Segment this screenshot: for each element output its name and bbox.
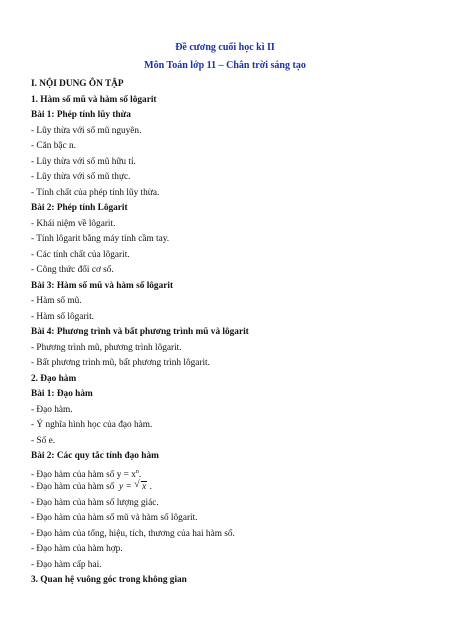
list-item: - Các tính chất của lôgarit. bbox=[31, 249, 130, 260]
list-item: - Lũy thừa với số mũ hữu tỉ. bbox=[31, 156, 136, 167]
lesson-title: Bài 1: Phép tính lũy thừa bbox=[31, 110, 131, 120]
lesson-title: Bài 1: Đạo hàm bbox=[31, 389, 93, 399]
list-item: - Số e. bbox=[31, 435, 56, 446]
list-item: - Khái niệm về lôgarit. bbox=[31, 218, 116, 229]
list-item: - Hàm số lôgarit. bbox=[31, 311, 94, 322]
list-item: - Đạo hàm của hàm số lượng giác. bbox=[31, 497, 159, 508]
list-item: - Lũy thừa với số mũ nguyên. bbox=[31, 125, 142, 136]
topic-heading: 1. Hàm số mũ và hàm số lôgarit bbox=[31, 94, 157, 105]
list-item-power bbox=[31, 466, 141, 481]
list-item: - Phương trình mũ, phương trình lôgarit. bbox=[31, 342, 182, 353]
lesson-title: Bài 3: Hàm số mũ và hàm số lôgarit bbox=[31, 280, 174, 291]
sqrt-argument: x bbox=[142, 482, 147, 492]
sqrt-item-suffix: . bbox=[149, 482, 152, 492]
power-exponent: n bbox=[135, 468, 139, 475]
power-item-suffix: . bbox=[138, 469, 142, 480]
power-item-text: - Đạo hàm của hàm số y = x bbox=[31, 469, 136, 480]
list-item: - Đạo hàm của hàm số mũ và hàm số lôgarit. bbox=[31, 513, 198, 523]
lesson-title: Bài 2: Các quy tắc tính đạo hàm bbox=[31, 451, 159, 461]
sqrt-formula bbox=[117, 479, 150, 492]
list-item: - Bất phương trình mũ, bất phương trình lôgarit. bbox=[31, 358, 210, 368]
document-subtitle: Môn Toán lớp 11 – Chân trời sáng tạo bbox=[144, 60, 306, 71]
document-title: Đề cương cuối học kì II bbox=[175, 42, 275, 53]
list-item: - Đạo hàm cấp hai. bbox=[31, 559, 102, 570]
list-item: - Đạo hàm. bbox=[31, 404, 73, 415]
lesson-title: Bài 4: Phương trình và bất phương trình mũ và lôgarit bbox=[31, 327, 249, 337]
lesson-title: Bài 2: Phép tính Lôgarit bbox=[31, 203, 128, 213]
list-item: - Lũy thừa với số mũ thực. bbox=[31, 172, 131, 182]
sqrt-item-text: - Đạo hàm của hàm số bbox=[31, 482, 115, 492]
list-item: - Ý nghĩa hình học của đạo hàm. bbox=[31, 420, 153, 430]
list-item-sqrt bbox=[31, 481, 152, 493]
topic-heading: 2. Đạo hàm bbox=[31, 373, 77, 384]
sqrt-formula-lhs: y = bbox=[119, 482, 132, 492]
topic-heading: 3. Quan hệ vuông góc trong không gian bbox=[31, 575, 187, 585]
list-item: - Tính chất của phép tính lũy thừa. bbox=[31, 187, 160, 198]
list-item: - Đạo hàm của hàm hợp. bbox=[31, 544, 123, 554]
list-item: - Hàm số mũ. bbox=[31, 296, 82, 306]
list-item: - Đạo hàm của tổng, hiệu, tích, thương của hai hàm số. bbox=[31, 528, 235, 539]
list-item: - Công thức đổi cơ số. bbox=[31, 265, 114, 275]
list-item: - Tính lôgarit bằng máy tính cầm tay. bbox=[31, 234, 170, 244]
square-root-symbol: √ x bbox=[134, 479, 147, 492]
list-item: - Căn bậc n. bbox=[31, 141, 76, 151]
section-heading: I. NỘI DUNG ÔN TẬP bbox=[31, 79, 124, 89]
